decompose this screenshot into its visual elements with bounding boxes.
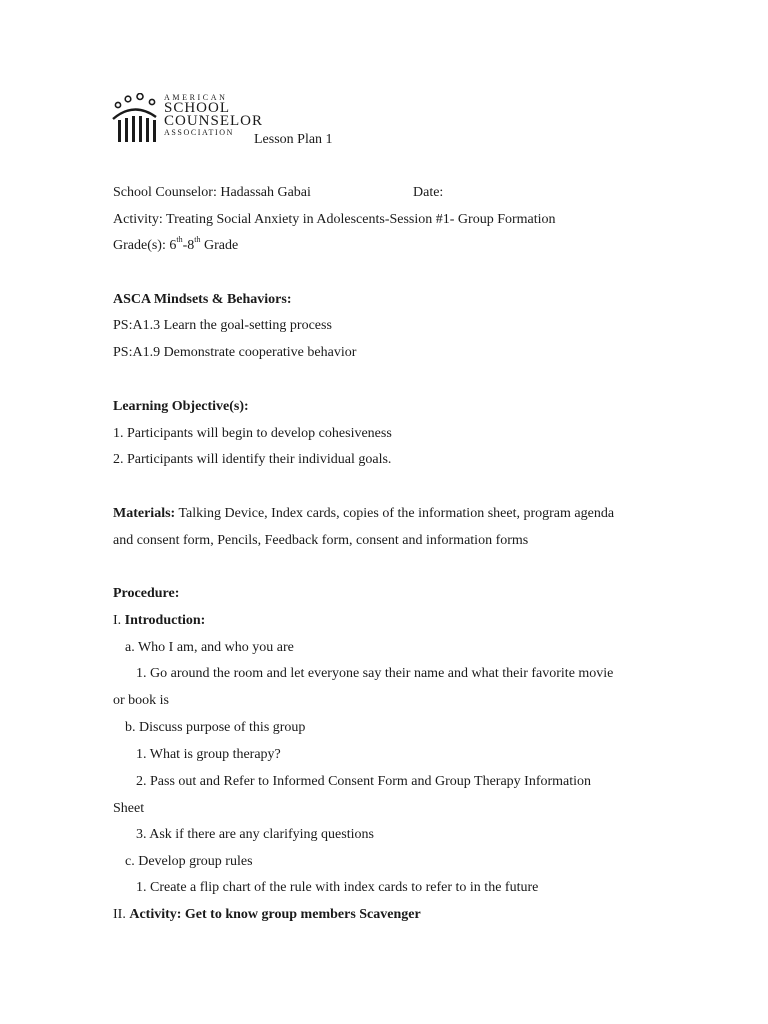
logo-line-american: AMERICAN [164,93,228,102]
grades-mid: -8 [182,238,195,253]
logo-line-school: SCHOOL [164,100,231,116]
mindsets-heading: ASCA Mindsets & Behaviors: [113,292,292,307]
logo-line-association: ASSOCIATION [164,128,235,137]
procedure-item-c1: 1. Create a flip chart of the rule with index cards to refer to in the future [136,880,539,895]
procedure-intro [113,612,205,630]
grades-sup-1: th [176,235,183,245]
procedure-item-a1: 1. Go around the room and let everyone say their name and what their favorite movie [136,666,614,681]
activity-number: II. [113,907,130,922]
procedure-item-b1: 1. What is group therapy? [136,747,281,762]
asca-people-icon [112,93,160,145]
materials-label: Materials: [113,506,176,521]
procedure-item-c: c. Develop group rules [125,854,253,869]
procedure-item-a1-cont: or book is [113,693,169,708]
materials-text-1: Talking Device, Index cards, copies of the information sheet, program agenda [175,506,615,521]
objective-item: 2. Participants will identify their individual goals. [113,452,392,467]
counselor-line: School Counselor: Hadassah Gabai [113,185,311,200]
objectives-heading: Learning Objective(s): [113,399,249,414]
grades-prefix: Grade(s): 6 [113,238,177,253]
date-label: Date: [413,185,444,200]
activity-label: Activity: Get to know group members Scavenger [129,907,421,922]
grades-suffix: Grade [200,238,239,253]
grades-line [113,237,238,255]
procedure-item-a: a. Who I am, and who you are [125,640,294,655]
procedure-item-b: b. Discuss purpose of this group [125,720,306,735]
procedure-item-b3: 3. Ask if there are any clarifying questions [136,827,374,842]
procedure-activity [113,906,421,924]
objective-item: 1. Participants will begin to develop cohesiveness [113,426,392,441]
intro-label: Introduction: [124,613,206,628]
mindset-item: PS:A1.3 Learn the goal-setting process [113,318,332,333]
logo-wordmark [164,93,263,137]
mindset-item: PS:A1.9 Demonstrate cooperative behavior [113,345,357,360]
procedure-item-b2-cont: Sheet [113,801,145,816]
logo-line-counselor: COUNSELOR [164,113,264,129]
activity-line: Activity: Treating Social Anxiety in Adolescents-Session #1- Group Formation [113,212,556,227]
grades-sup-2: th [194,235,201,245]
intro-number: I. [113,613,125,628]
lesson-title: Lesson Plan 1 [254,132,333,147]
procedure-heading: Procedure: [113,586,180,601]
materials-line-2: and consent form, Pencils, Feedback form, consent and information forms [113,533,529,548]
asca-logo [112,93,264,145]
procedure-item-b2: 2. Pass out and Refer to Informed Consent Form and Group Therapy Information [136,774,592,789]
materials-line-1 [113,505,614,523]
